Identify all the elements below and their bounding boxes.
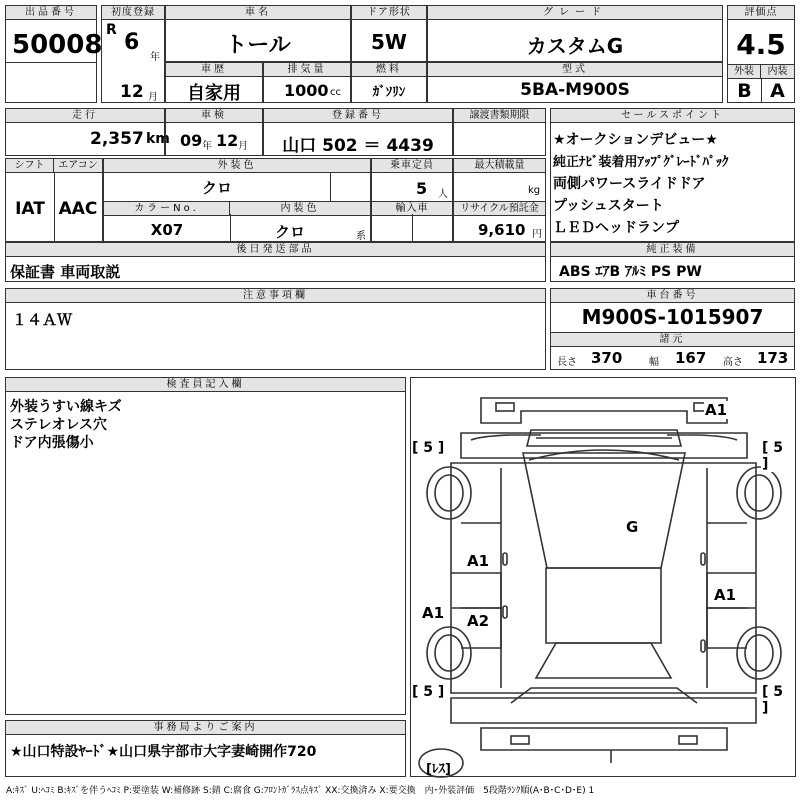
inspection-box [165,108,263,156]
equipment-value: ABS ｴｱB ｱﾙﾐ PS PW [559,264,702,280]
score-value: 4.5 [736,28,786,61]
legend: A:ｷｽﾞ U:ﾍｺﾐ B:ｷｽﾞを伴うﾍｺﾐ P:要塗装 W:補修跡 S:錆 C:腐食 G:ﾌﾛﾝﾄｶﾞﾗｽ点ｷｽﾞ XX:交換済み X:要交換 内･外装評価 5段階ﾗﾝｸ順(A･B･C･D･E) 1 [6,786,595,796]
era: R [106,22,117,38]
tire-fr: [ 5 ] [761,440,795,472]
fuel-box [351,62,427,103]
score-label: 評価点 [728,6,794,20]
inspector-label: 検査員記入欄 [6,378,405,392]
office-box [5,720,406,777]
sales-points-box [550,108,795,242]
first-reg-label: 初度登録 [102,6,164,20]
int-label: 内装 [761,64,794,79]
divider [330,172,331,201]
chassis-number: M900S-1015907 [581,305,764,329]
load-label: 最大積載量 [454,159,545,173]
sales-point-item: プッシュスタート [553,198,664,214]
month-unit: 月 [148,92,158,103]
door-box [351,5,427,62]
interior-color-value: クロ [274,223,305,241]
damage-mark-left-front: A1 [467,552,490,570]
first-reg-year: 6 [124,30,140,55]
inspector-box [5,377,406,715]
sales-point-item: ＬＥＤヘッドランプ [553,220,679,236]
displacement-box [263,62,351,103]
later-parts-value: 保証書 車両取説 [10,263,121,281]
lot-label: 出品番号 [6,6,96,20]
shift-aircon-box [5,158,103,242]
model-value: 5BA-M900S [520,80,630,100]
month-unit: 月 [238,141,248,152]
inspection-label: 車検 [166,109,262,123]
door-label: ドア形状 [352,6,426,20]
tire-rr: [ 5 ] [761,684,795,716]
inspection-month: 12 [216,131,239,150]
lot-number: 50008 [12,30,103,60]
color-no-label: カラーNo. [104,201,230,216]
capacity-label: 乗車定員 [372,159,452,173]
transfer-box [453,108,546,156]
exterior-color-label: 外装色 [104,159,370,173]
fuel-value: ｶﾞｿﾘﾝ [372,85,406,100]
car-name: トール [225,33,291,58]
mileage-box [5,108,170,156]
mileage-label: 走行 [6,109,164,123]
notes-value: １４ＡＷ [12,311,73,329]
car-name-label: 車名 [166,6,350,20]
inspector-line: 外装うすい線キズ [10,399,122,415]
load-box [453,158,546,242]
registration-box [263,108,453,156]
interior-color-label: 内装色 [230,201,370,216]
later-parts-label: 後日発送部品 [6,243,545,257]
car-name-box [165,5,351,62]
inspection-year: 09 [180,131,203,150]
chassis-box [550,288,795,370]
notes-box [5,288,546,370]
specs-label: 諸元 [551,332,794,347]
int-score: A [770,80,785,102]
sales-point-item: ★オークションデビュー★ [553,132,718,148]
spare-tire-label: [ﾚｽ] [426,762,451,777]
damage-mark-windshield: G [626,518,639,536]
history-box [165,62,263,103]
shift-label: シフト [6,159,54,173]
damage-mark-right-door: A1 [714,586,737,604]
displacement-label: 排気量 [264,63,350,77]
recycle-value: 9,610 [478,221,526,239]
grade-label: グレード [428,6,722,20]
car-diagram [410,377,796,777]
divider [412,214,413,241]
year-unit: 年 [202,141,212,152]
grade-value: カスタムG [526,34,624,58]
displacement-value: 1000 [284,81,329,100]
tire-rl: [ 5 ] [412,684,445,700]
office-value: ★山口特設ﾔｰﾄﾞ★山口県宇部市大字妻崎開作720 [10,744,317,760]
divider [6,62,96,63]
sales-point-item: 純正ﾅﾋﾞ装着用ｱｯﾌﾟｸﾞﾚｰﾄﾞﾊﾟｯｸ [553,155,729,170]
exterior-color-value: クロ [201,179,232,197]
registration-value: 山口 502 ＝ 4439 [282,136,434,156]
equipment-box [550,242,795,282]
later-parts-box [5,242,546,282]
aircon-value: AAC [58,199,98,219]
mileage-value: 2,357 [90,129,144,149]
ext-label: 外装 [728,64,761,79]
height-label: 高さ [723,357,743,368]
fuel-label: 燃料 [352,63,426,77]
interior-unit: 系 [356,231,366,242]
score-box [727,5,795,103]
damage-mark-left-door: A2 [467,612,490,630]
sales-point-item: 両側パワースライドドア [553,176,706,192]
length-label: 長さ [557,357,577,368]
inspector-line: ステレオレス穴 [10,417,108,433]
first-reg-box [101,5,165,103]
office-label: 事務局よりご案内 [6,721,405,735]
person-unit: 人 [438,189,448,200]
history-value: 自家用 [187,83,241,104]
width-label: 幅 [649,357,659,368]
aircon-label: エアコン [54,159,102,173]
inspector-line: ドア内張傷小 [10,435,94,451]
car-outline-icon [411,378,797,778]
registration-label: 登録番号 [264,109,452,123]
sales-points-label: セールスポイント [551,109,794,123]
recycle-label: リサイクル預託金 [454,201,545,216]
shift-value: IAT [15,199,45,219]
transfer-label: 譲渡書類期限 [454,109,545,123]
model-label: 型式 [428,63,722,77]
equipment-label: 純正装備 [551,243,794,257]
lot-box [5,5,103,103]
history-label: 車歴 [166,63,262,77]
year-unit: 年 [150,52,160,63]
height-value: 173 [757,349,789,367]
kg-unit: kg [528,185,541,196]
capacity-value: 5 [416,179,428,198]
color-box [103,158,371,242]
notes-label: 注意事項欄 [6,289,545,303]
door-value: 5W [371,30,407,54]
cc-unit: cc [330,87,341,98]
grade-box [427,5,723,62]
yen-unit: 円 [532,229,542,240]
damage-mark-front: A1 [705,401,728,419]
tire-fl: [ 5 ] [412,440,445,456]
width-value: 167 [675,349,707,367]
km-unit: km [146,131,170,147]
damage-mark-left-side: A1 [422,604,445,622]
chassis-label: 車台番号 [551,289,794,303]
capacity-box [371,158,453,242]
length-value: 370 [591,349,623,367]
import-label: 輸入車 [372,201,452,216]
model-box [427,62,723,103]
ext-score: B [737,80,752,102]
first-reg-month: 12 [120,82,144,102]
color-no-value: X07 [150,221,184,239]
